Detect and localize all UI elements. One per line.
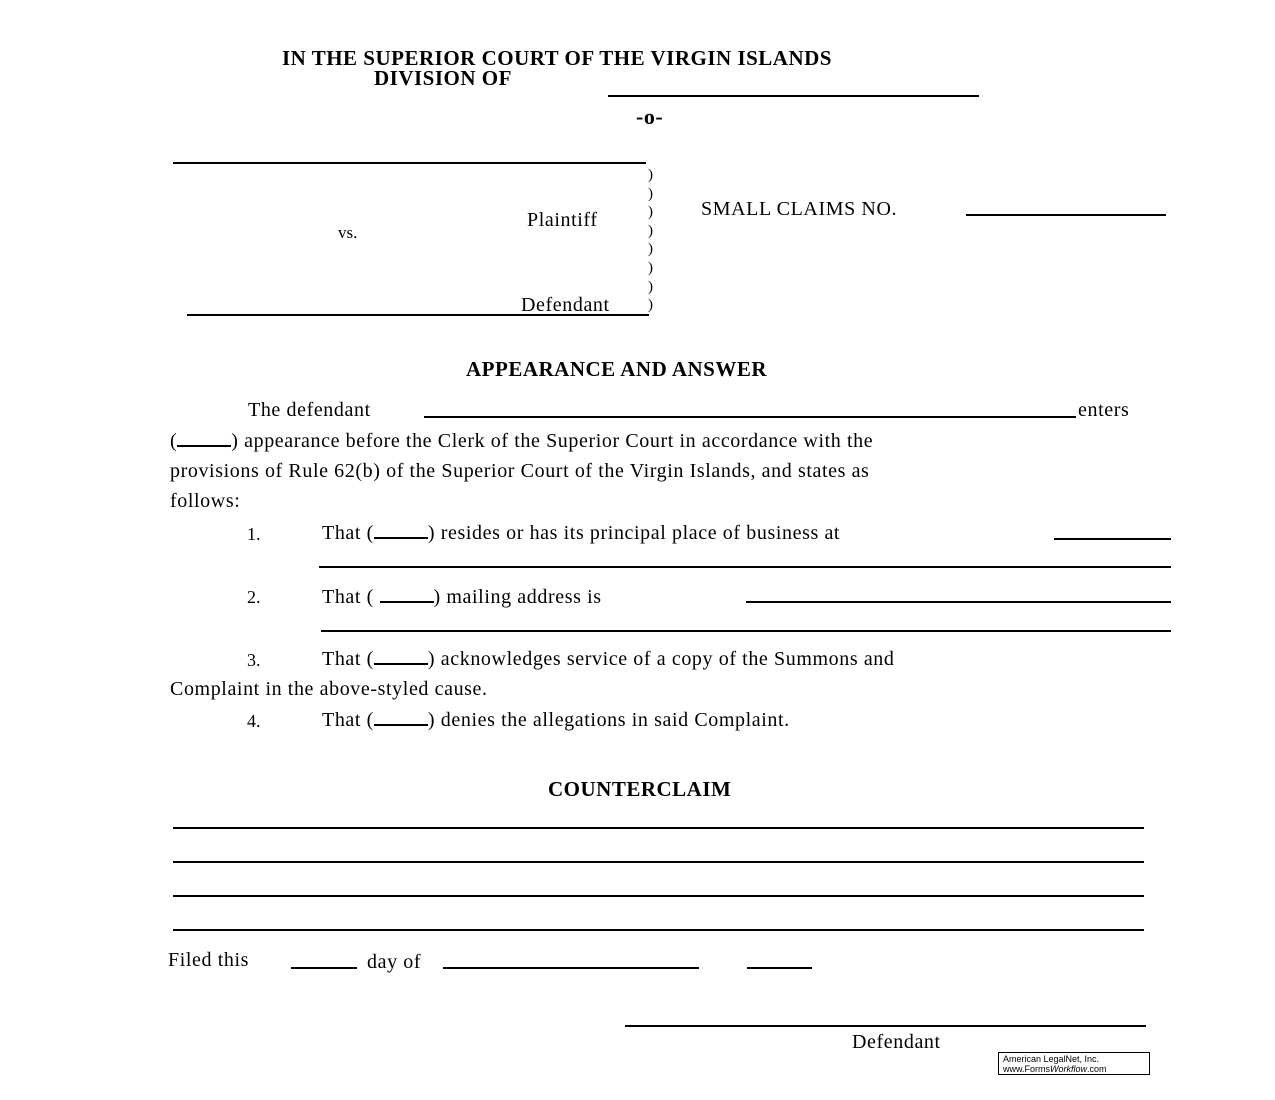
counterclaim-line[interactable] — [173, 861, 1144, 863]
footer-website: www.FormsWorkflow.com — [1003, 1064, 1107, 1074]
vs-label: vs. — [338, 223, 358, 242]
answer-line3: provisions of Rule 62(b) of the Superior Court of the Virgin Islands, and states as — [170, 460, 870, 482]
defendant-signature-field[interactable] — [625, 1025, 1146, 1027]
item-3-continuation: Complaint in the above-styled cause. — [170, 678, 488, 700]
business-address-field[interactable] — [1054, 538, 1171, 540]
counterclaim-title: COUNTERCLAIM — [548, 777, 732, 801]
caption-bracket: ) ) ) ) ) ) ) ) — [648, 167, 653, 314]
court-title: IN THE SUPERIOR COURT OF THE VIRGIN ISLANDS — [282, 46, 832, 70]
division-label: DIVISION OF — [374, 66, 512, 90]
filed-year-field[interactable] — [747, 967, 812, 969]
signature-defendant-label: Defendant — [852, 1031, 941, 1053]
item-4-blank[interactable] — [374, 708, 428, 726]
answer-line2: ( ) appearance before the Clerk of the Superior Court in accordance with the — [170, 430, 874, 452]
item-2-text: That ( ) mailing address is — [322, 586, 602, 608]
filed-month-field[interactable] — [443, 967, 699, 969]
item-number: 4. — [247, 711, 261, 731]
legalnet-footer — [998, 1052, 1150, 1075]
filed-this-label: Filed this — [168, 949, 250, 971]
defendant-name-field[interactable] — [187, 314, 649, 316]
item-2-blank[interactable] — [380, 585, 434, 603]
item-number: 2. — [247, 587, 261, 607]
appearance-title: APPEARANCE AND ANSWER — [466, 357, 768, 381]
item-4-text: That ( ) denies the allegations in said Complaint. — [322, 709, 790, 731]
counterclaim-line[interactable] — [173, 827, 1144, 829]
item-1-blank[interactable] — [374, 521, 428, 539]
counterclaim-line[interactable] — [173, 895, 1144, 897]
answer-line1-end: enters — [1078, 399, 1130, 421]
plaintiff-name-field[interactable] — [173, 162, 646, 164]
plaintiff-label: Plaintiff — [527, 209, 598, 231]
item-3-blank[interactable] — [374, 647, 428, 665]
separator-mark: -o- — [636, 104, 664, 129]
small-claims-label: SMALL CLAIMS NO. — [701, 198, 898, 220]
appearance-blank[interactable] — [177, 429, 231, 447]
defendant-label: Defendant — [521, 294, 610, 316]
mailing-address-field[interactable] — [746, 601, 1171, 603]
mailing-address-line2-field[interactable] — [321, 630, 1171, 632]
item-1-text: That ( ) resides or has its principal place of business at — [322, 522, 841, 544]
business-address-line2-field[interactable] — [319, 566, 1171, 568]
filed-day-field[interactable] — [291, 967, 357, 969]
division-field[interactable] — [608, 95, 979, 97]
defendant-field[interactable] — [424, 416, 1076, 418]
item-number: 3. — [247, 650, 261, 670]
footer-company: American LegalNet, Inc. — [1003, 1054, 1100, 1064]
answer-line1-start: The defendant — [248, 399, 371, 421]
day-of-label: day of — [367, 951, 422, 973]
counterclaim-line[interactable] — [173, 929, 1144, 931]
item-3-text: That ( ) acknowledges service of a copy of the Summons and — [322, 648, 895, 670]
small-claims-number-field[interactable] — [966, 214, 1166, 216]
answer-line4: follows: — [170, 490, 241, 512]
item-number: 1. — [247, 524, 261, 544]
